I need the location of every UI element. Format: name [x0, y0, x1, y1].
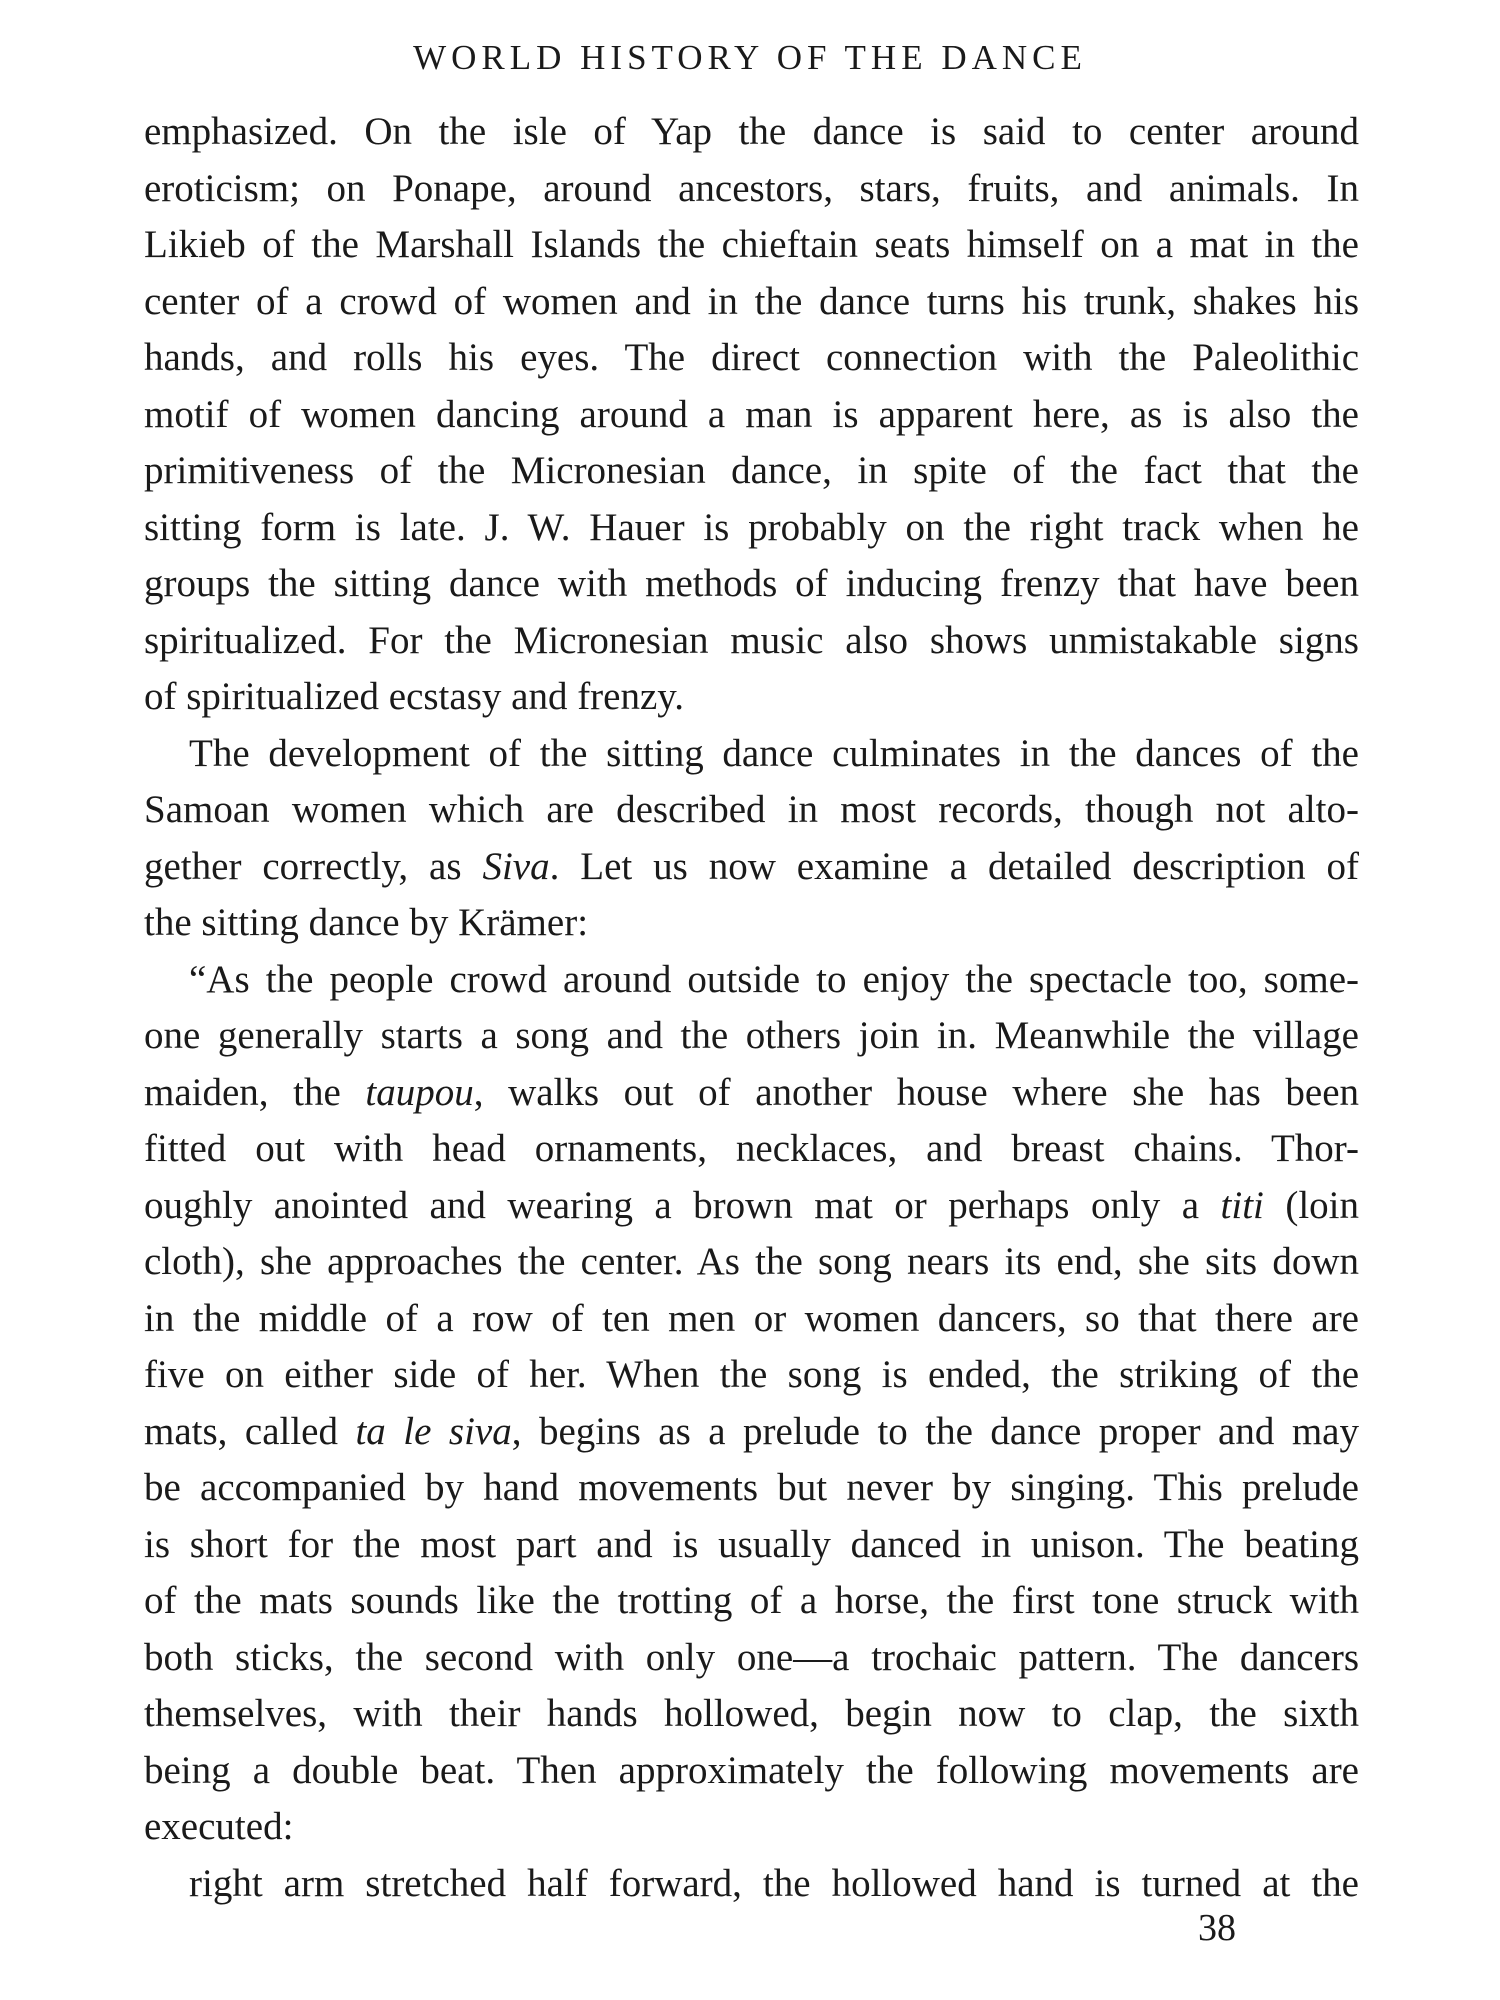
text-line: both sticks, the second with only one—a trochaic pattern. The dancers — [144, 1635, 1359, 1679]
text-line: cloth), she approaches the center. As the song nears its end, she sits down — [144, 1240, 1359, 1283]
text-line: oughly anointed and wearing a brown mat or perhaps only a titi (loin — [144, 1183, 1359, 1227]
text-line: Samoan women which are described in most records, though not alto- — [144, 788, 1359, 831]
text-line: one generally starts a song and the others join in. Meanwhile the village — [144, 1014, 1359, 1057]
text-line: “As the people crowd around outside to enjoy the spectacle too, some- — [189, 957, 1359, 1001]
text-line: center of a crowd of women and in the dance turns his trunk, shakes his — [144, 279, 1359, 323]
text-line: sitting form is late. J. W. Hauer is probably on the right track when he — [144, 505, 1359, 549]
text-line: hands, and rolls his eyes. The direct connection with the Paleolithic — [144, 336, 1359, 379]
running-head: WORLD HISTORY OF THE DANCE — [413, 38, 1087, 77]
text-line: right arm stretched half forward, the hollowed hand is turned at the — [189, 1861, 1359, 1905]
text-line: motif of women dancing around a man is apparent here, as is also the — [144, 392, 1359, 436]
text-line: emphasized. On the isle of Yap the dance is said to center around — [144, 110, 1359, 153]
text-line: groups the sitting dance with methods of inducing frenzy that have been — [144, 562, 1359, 605]
text-line: executed: — [144, 1805, 294, 1848]
text-line: of spiritualized ecstasy and frenzy. — [144, 675, 685, 718]
text-line: maiden, the taupou, walks out of another house where she has been — [144, 1070, 1359, 1114]
text-line: of the mats sounds like the trotting of a horse, the first tone struck with — [144, 1579, 1359, 1622]
text-line: is short for the most part and is usually danced in unison. The beating — [144, 1522, 1359, 1566]
text-line: The development of the sitting dance culminates in the dances of the — [189, 731, 1359, 775]
text-line: Likieb of the Marshall Islands the chieftain seats himself on a mat in the — [144, 223, 1359, 266]
text-line: gether correctly, as Siva. Let us now examine a detailed description of — [144, 844, 1359, 888]
body-text — [144, 104, 1359, 1912]
text-line: be accompanied by hand movements but never by singing. This prelude — [144, 1466, 1359, 1509]
page-number: 38 — [1198, 1907, 1236, 1949]
text-line: spiritualized. For the Micronesian music also shows unmistakable signs — [144, 618, 1359, 662]
text-line: eroticism; on Ponape, around ancestors, stars, fruits, and animals. In — [144, 166, 1359, 210]
text-line: themselves, with their hands hollowed, begin now to clap, the sixth — [144, 1692, 1359, 1735]
text-line: the sitting dance by Krämer: — [144, 901, 589, 944]
text-line: primitiveness of the Micronesian dance, in spite of the fact that the — [144, 449, 1359, 492]
text-line: five on either side of her. When the song is ended, the striking of the — [144, 1353, 1359, 1396]
text-line: fitted out with head ornaments, necklaces, and breast chains. Thor- — [144, 1127, 1359, 1170]
text-line: being a double beat. Then approximately the following movements are — [144, 1748, 1359, 1792]
text-line: in the middle of a row of ten men or women dancers, so that there are — [144, 1296, 1359, 1340]
text-line: mats, called ta le siva, begins as a prelude to the dance proper and may — [144, 1409, 1359, 1453]
